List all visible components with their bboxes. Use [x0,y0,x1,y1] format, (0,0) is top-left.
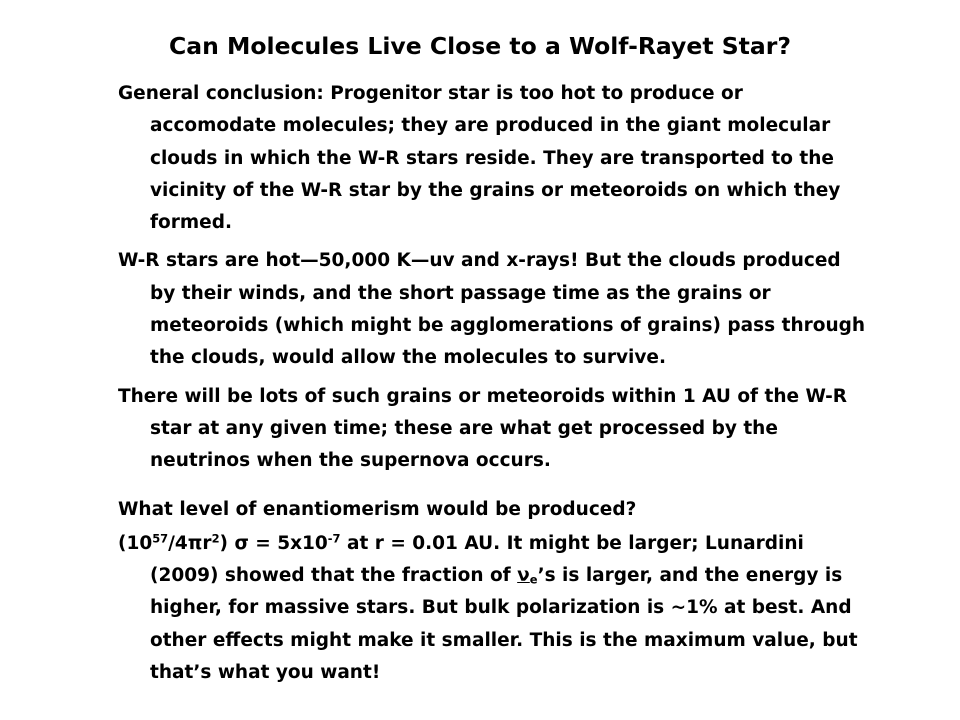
exponent-57: 57 [152,531,169,546]
paragraph-grains-within-1au: There will be lots of such grains or meteoroids within 1 AU of the W-R star at any given time; these are what get processed by the neutrinos when the supernova occurs. [118,385,848,472]
nu-glyph: ν [517,565,530,587]
paragraph-wr-stars-hot: W-R stars are hot—50,000 K—uv and x-rays! But the clouds produced by their winds, and the short passage time as the grains or meteoroids (which might be agglomerations of grains) pass through the clouds, would allow the molecules to survive. [118,250,866,369]
formula-sigma: ) σ = 5x10 [219,532,328,554]
formula-open: (10 [118,532,153,554]
exponent-2: 2 [211,531,220,546]
electron-neutrino-symbol [517,565,537,586]
nu-subscript-e: e [529,572,538,587]
formula-denominator: /4πr [168,532,212,554]
paragraph-general-conclusion: General conclusion: Progenitor star is too hot to produce or accomodate molecules; they are produced in the giant molecular clouds in which the W-R stars reside. They are transported to the vicinity of the W-R star by the grains or meteoroids on which they formed. [118,83,841,234]
polarization-text: ’s is larger, and the energy is higher, for massive stars. But bulk polarization is ~1% at best. And other effects might make it smaller. This is the maximum value, but that’s what you want! [150,565,858,684]
slide-body [118,78,868,695]
lunardini-text: at r = 0.01 AU. It might be larger; Lunardini (2009) showed that the fraction of [150,532,804,587]
paragraph-enantiomerism-question: What level of enantiomerism would be produced? [118,498,637,520]
exponent-minus-7: -7 [327,531,341,546]
slide-title: Can Molecules Live Close to a Wolf-Rayet Star? [169,32,791,60]
paragraph-cross-section [118,528,868,689]
